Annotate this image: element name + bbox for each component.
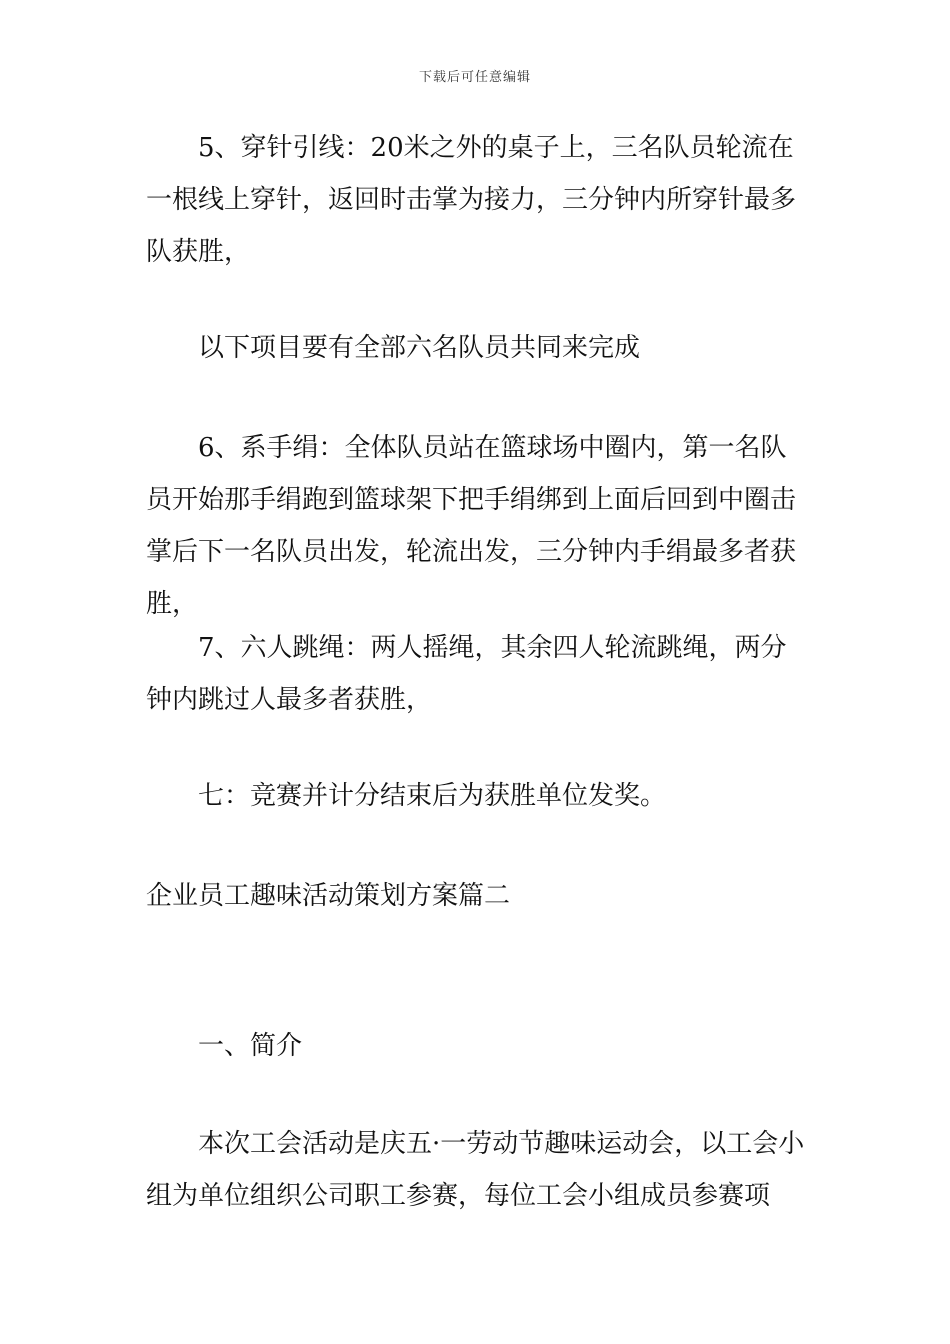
paragraph-item-5-threading: 5、穿针引线：20米之外的桌子上，三名队员轮流在一根线上穿针，返回时击掌为接力，三分钟内所穿针最多队获胜，: [146, 133, 797, 267]
paragraph-item-7-rope-skipping: 7、六人跳绳：两人摇绳，其余四人轮流跳绳，两分钟内跳过人最多者获胜，: [146, 633, 787, 715]
paragraph-team-note: 以下项目要有全部六名队员共同来完成: [198, 333, 641, 363]
section-title-part-two: 企业员工趣味活动策划方案篇二: [146, 881, 511, 911]
paragraph-item-6-handkerchief: 6、系手绢：全体队员站在篮球场中圈内，第一名队员开始那手绢跑到篮球架下把手绢绑到上面后回到中圈击掌后下一名队员出发，轮流出发，三分钟内手绢最多者获胜，: [146, 433, 797, 619]
section-heading-introduction: 一、简介: [198, 1031, 303, 1061]
paragraph-introduction-body: 本次工会活动是庆五·一劳动节趣味运动会，以工会小组为单位组织公司职工参赛，每位工会小组成员参赛项: [146, 1129, 805, 1211]
paragraph-section-7-awards: 七：竞赛并计分结束后为获胜单位发奖。: [198, 781, 667, 811]
page-header: 下载后可任意编辑: [418, 70, 531, 85]
